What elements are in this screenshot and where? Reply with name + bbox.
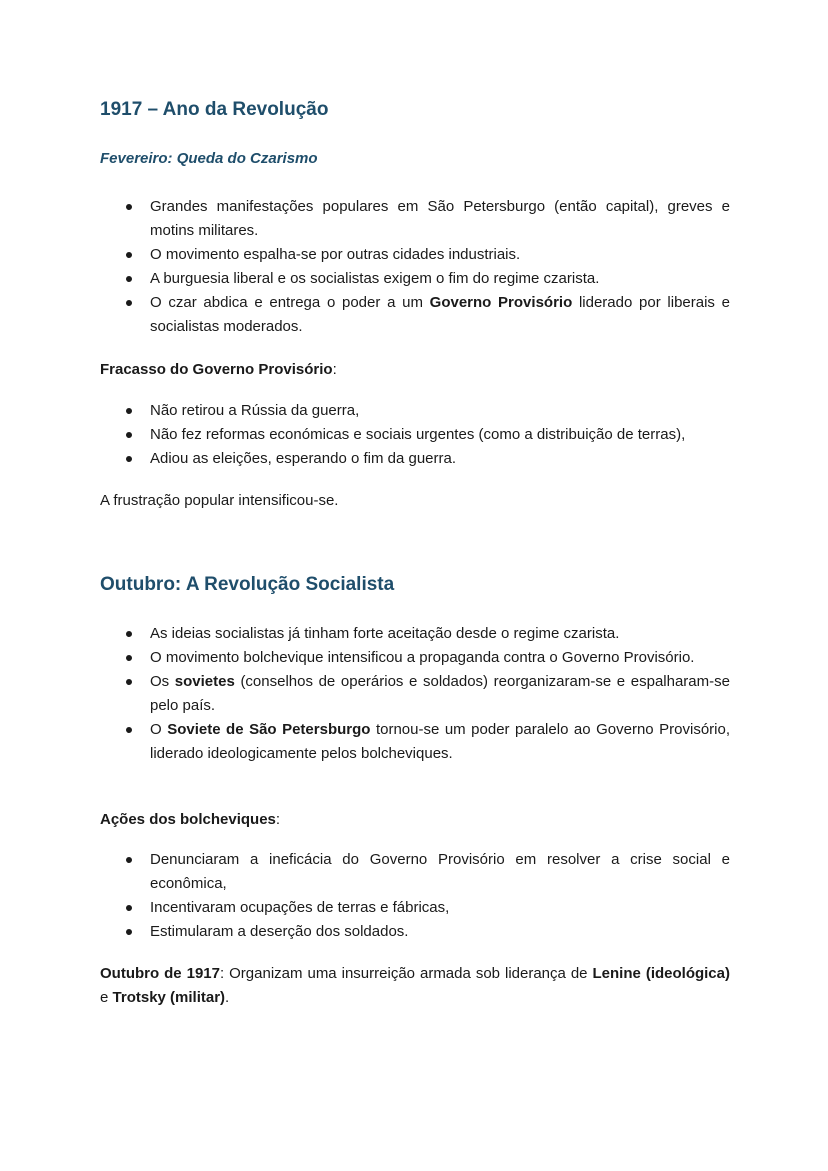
page-title: 1917 – Ano da Revolução bbox=[100, 99, 329, 120]
list-item: Estimularam a deserção dos soldados. bbox=[100, 920, 730, 944]
list-item: Incentivaram ocupações de terras e fábricas, bbox=[100, 896, 730, 920]
list-item: O czar abdica e entrega o poder a um Governo Provisório liderado por liberais e socialistas moderados. bbox=[100, 291, 730, 339]
list-item: O movimento bolchevique intensificou a propaganda contra o Governo Provisório. bbox=[100, 646, 730, 670]
actions-label: Ações dos bolcheviques: bbox=[100, 811, 281, 828]
february-list bbox=[100, 195, 730, 339]
failure-label: Fracasso do Governo Provisório: bbox=[100, 361, 337, 378]
list-item: As ideias socialistas já tinham forte aceitação desde o regime czarista. bbox=[100, 622, 730, 646]
list-item: Adiou as eleições, esperando o fim da guerra. bbox=[100, 447, 730, 471]
section-heading-february: Fevereiro: Queda do Czarismo bbox=[100, 150, 318, 167]
list-item: Não retirou a Rússia da guerra, bbox=[100, 399, 730, 423]
failure-list bbox=[100, 399, 730, 471]
section-heading-october: Outubro: A Revolução Socialista bbox=[100, 574, 395, 595]
list-item: Grandes manifestações populares em São Petersburgo (então capital), greves e motins militares. bbox=[100, 195, 730, 243]
list-item: O Soviete de São Petersburgo tornou-se um poder paralelo ao Governo Provisório, liderado ideologicamente pelos bolcheviques. bbox=[100, 718, 730, 766]
list-item: O movimento espalha-se por outras cidades industriais. bbox=[100, 243, 730, 267]
october-list bbox=[100, 622, 730, 766]
failure-conclusion: A frustração popular intensificou-se. bbox=[100, 492, 339, 509]
list-item: Não fez reformas económicas e sociais urgentes (como a distribuição de terras), bbox=[100, 423, 730, 447]
list-item: A burguesia liberal e os socialistas exigem o fim do regime czarista. bbox=[100, 267, 730, 291]
list-item: Os sovietes (conselhos de operários e soldados) reorganizaram-se e espalharam-se pelo país. bbox=[100, 670, 730, 718]
list-item: Denunciaram a ineficácia do Governo Provisório em resolver a crise social e econômica, bbox=[100, 848, 730, 896]
final-paragraph: Outubro de 1917: Organizam uma insurreição armada sob liderança de Lenine (ideológica) e Trotsky (militar). bbox=[100, 965, 730, 1006]
actions-list bbox=[100, 848, 730, 944]
